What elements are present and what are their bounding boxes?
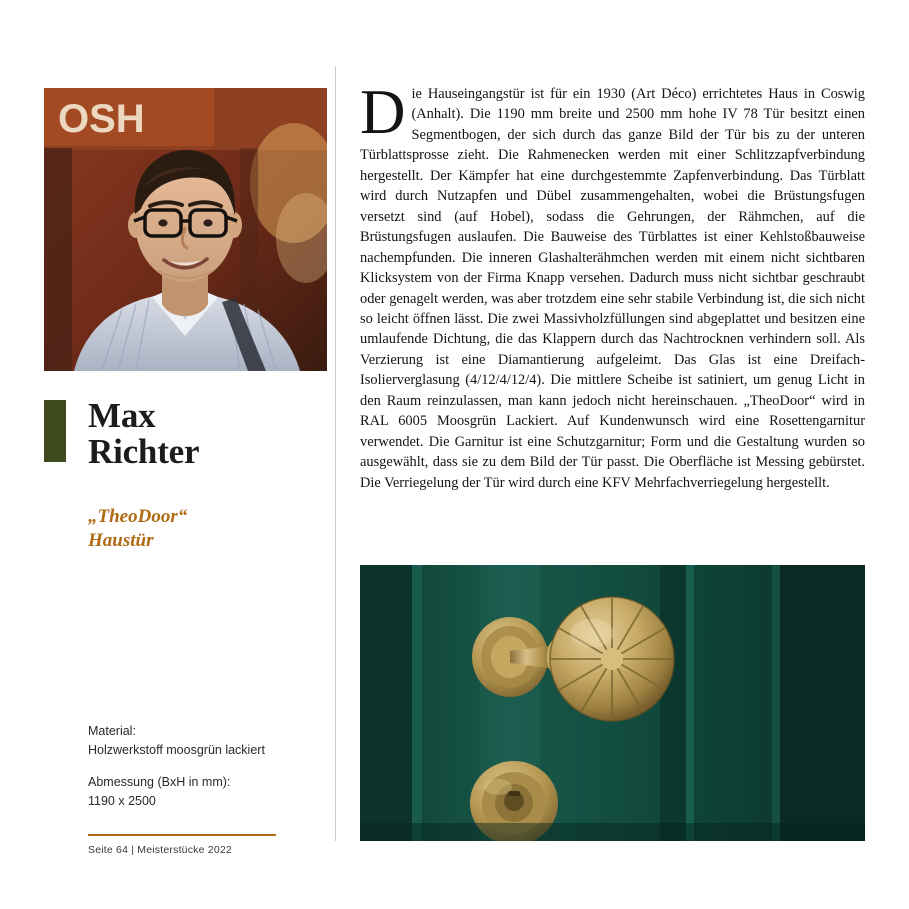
door-detail-photo (360, 565, 865, 841)
spec-label: Material: (88, 724, 136, 738)
footer-text: Seite 64 | Meisterstücke 2022 (88, 843, 232, 856)
page-title (88, 398, 329, 469)
left-column (44, 0, 329, 909)
spec-value: 1190 x 2500 (88, 794, 156, 809)
page-footer (88, 834, 288, 856)
first-name: Max (88, 396, 156, 435)
person-name-block (44, 398, 329, 469)
spec-label: Abmessung (BxH in mm): (88, 774, 231, 789)
name-accent-bar (44, 400, 66, 462)
last-name: Richter (88, 431, 200, 471)
column-divider (335, 66, 336, 841)
spec-value: Holzwerkstoff moosgrün lackiert (88, 743, 265, 758)
project-subtitle (88, 505, 328, 553)
spec-item-material (88, 722, 338, 761)
project-title-line1: „TheoDoor“ (88, 506, 188, 527)
article-body (360, 77, 865, 493)
project-title-line2: Haustür (88, 529, 154, 551)
article-text: ie Hauseingangstür ist für ein 1930 (Art Déco) errichtetes Haus in Coswig (Anhalt). Die 1190 mm breite und 2500 mm hohe IV 78 Tür besitzt einen Segmentbogen, der sich durch das ganze Bild der Tür bis zu der unteren Türblattsprosse zieht. Die Rahmenecken werden mit einer Schlitzzapfverbindung hergestellt. Der Kämpfer hat eine durchgestemmte Zapfenverbindung. Das Türblatt wird durch Nutzapfen und Dübel zusammengehalten, wobei die Brüstungsfugen versetzt sind (auf Hobel), sodass die Gehrungen, der Rähmchen, auf die Brüstungsfugen auslaufen. Die Bauweise des Türblattes ist einer Kehlstoßbauweise nachempfunden. Die inneren Glashalterähmchen werden mit einem nicht sichtbaren Klicksystem von der Firma Knapp versehen. Dadurch muss nicht sichtbar geschraubt oder genagelt werden, was aber trotzdem eine sehr stabile Verbindung ist, die sich nicht so leicht öffnen lässt. Die zwei Massivholzfüllungen sind abgeplattet und besitzen eine umlaufende Dichtung, die das Klappern durch das Nachtrocknen verhindern soll. Als Verzierung ist eine Diamantierung aufgeleimt. Das Glas ist eine Dreifach-Isolierverglasung (4/12/4/12/4). Die mittlere Scheibe ist satiniert, um genug Licht in den Raum reinzulassen, man kann jedoch nicht hereinschauen. „TheoDoor“ wird in RAL 6005 Moosgrün Lackiert. Auf Kundenwunsch wird eine Rosettengarnitur verwendet. Die Garnitur ist eine Schutzgarnitur; Form und die Gestaltung wurden so ausgewählt, dass sie zu dem Bild der Tür passt. Die Oberfläche ist Messing gebürstet. Die Verriegelung der Tür wird durch eine KFV Mehrfachverriegelung hergestellt. (360, 86, 865, 491)
drop-cap: D (360, 77, 406, 147)
spec-item-dimensions (88, 773, 338, 812)
svg-text:OSH: OSH (58, 97, 145, 141)
specifications (88, 722, 338, 824)
portrait-photo (44, 88, 327, 371)
footer-divider (88, 834, 276, 836)
